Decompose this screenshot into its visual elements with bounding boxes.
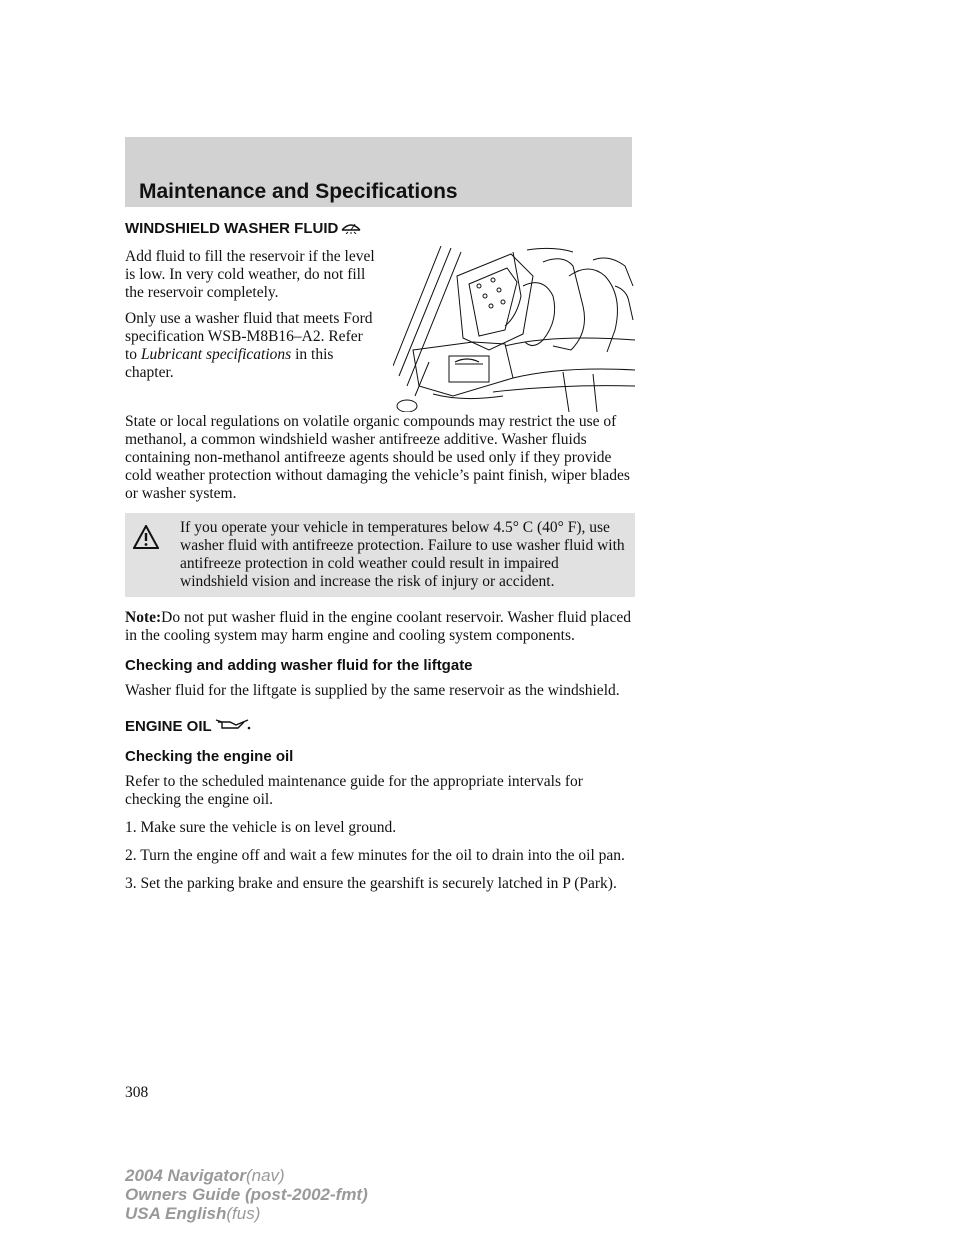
engine-compartment-illustration [393, 246, 635, 412]
warning-triangle-icon [133, 525, 159, 554]
para2-end: in this chapter. [125, 346, 334, 381]
footer-language-code: (fus) [226, 1204, 261, 1223]
footer-line-3 [125, 1204, 368, 1223]
washer-paragraph-1: Add fluid to fill the reservoir if the level is low. In very cold weather, do not fill the reservoir completely. [125, 248, 375, 301]
lubricant-specifications-ref: Lubricant specifications [140, 346, 292, 363]
engine-oil-title: ENGINE OIL [125, 717, 212, 735]
washer-fluid-heading [125, 218, 635, 238]
washer-paragraph-2 [125, 310, 375, 382]
engine-oil-heading [125, 716, 635, 736]
engine-oil-intro: Refer to the scheduled maintenance guide for the appropriate intervals for checking the engine oil. [125, 773, 583, 808]
note-text: Do not put washer fluid in the engine coolant reservoir. Washer fluid placed in the cooling system may harm engine and cooling system components. [125, 609, 631, 644]
washer-fluid-icon [340, 218, 362, 238]
footer-line-1 [125, 1166, 368, 1185]
note-paragraph [125, 609, 635, 645]
warning-box [125, 513, 635, 597]
liftgate-heading: Checking and adding washer fluid for the liftgate [125, 657, 473, 674]
step-2: 2. Turn the engine off and wait a few minutes for the oil to drain into the oil pan. [125, 847, 625, 864]
footer-line-2 [125, 1185, 368, 1204]
footer-guide: Owners Guide (post-2002-fmt) [125, 1185, 368, 1204]
liftgate-paragraph: Washer fluid for the liftgate is supplied by the same reservoir as the windshield. [125, 682, 620, 699]
para2-start: Only use a washer fluid that meets Ford specification WSB-M8B16–A2. Refer to [125, 310, 373, 363]
footer-language: USA English [125, 1204, 227, 1223]
footer-model-code: (nav) [245, 1166, 285, 1185]
page-content [125, 218, 635, 893]
step-3: 3. Set the parking brake and ensure the gearshift is securely latched in P (Park). [125, 875, 617, 892]
step-1: 1. Make sure the vehicle is on level ground. [125, 819, 397, 836]
note-label: Note: [125, 609, 162, 626]
oil-can-icon [214, 716, 252, 736]
washer-paragraph-3: State or local regulations on volatile organic compounds may restrict the use of methanol, a common windshield washer antifreeze additive. Washer fluids containing non-methanol antifreeze agents should be used only if they provide cold weather protection without damaging the vehicle’s paint finish, wiper blades or washer system. [125, 413, 630, 502]
footer-model: 2004 Navigator [125, 1166, 246, 1185]
page-number: 308 [125, 1084, 149, 1101]
section-header [125, 137, 632, 207]
checking-oil-heading: Checking the engine oil [125, 748, 294, 765]
document-footer [125, 1166, 368, 1223]
page-title: Maintenance and Specifications [139, 180, 458, 203]
warning-text: If you operate your vehicle in temperatures below 4.5° C (40° F), use washer fluid with antifreeze protection. Failure to use washer fluid with antifreeze protection in cold weather could result in impaired windshield vision and increase the risk of injury or accident. [180, 519, 625, 590]
washer-fluid-title: WINDSHIELD WASHER FLUID [125, 219, 339, 237]
washer-intro [125, 218, 635, 413]
